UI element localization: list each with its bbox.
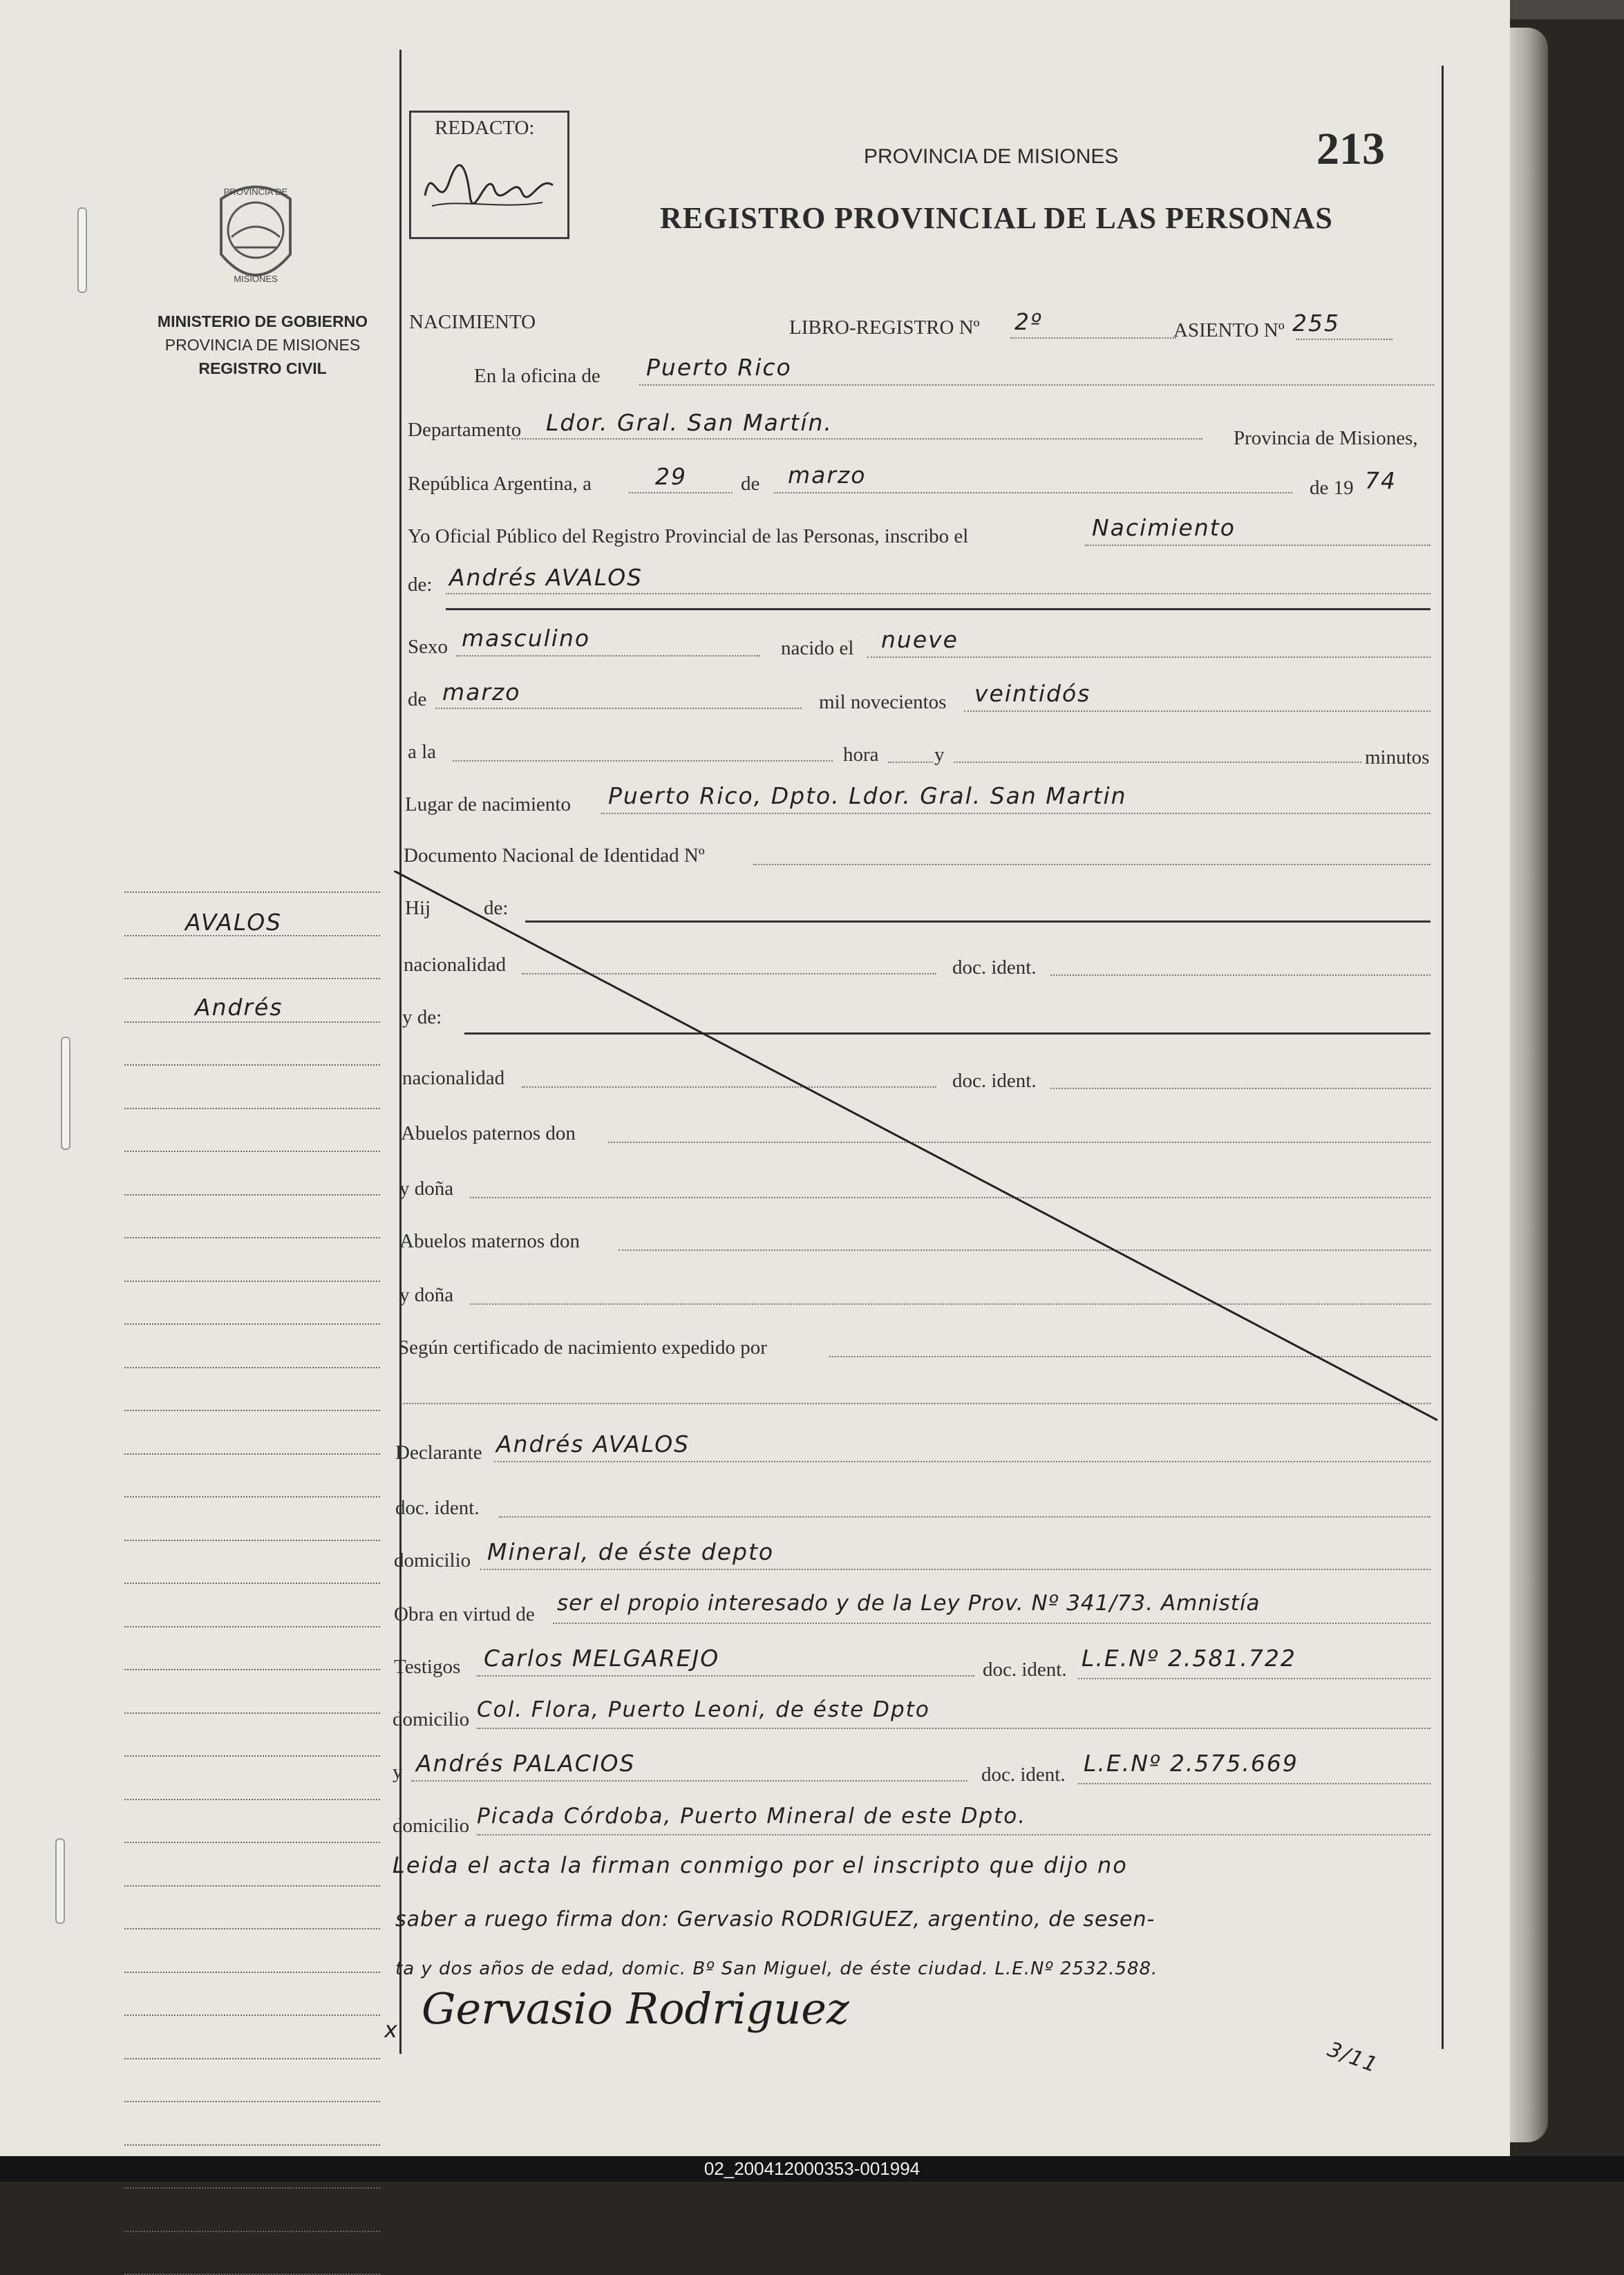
- margin-given-name: Andrés: [195, 994, 283, 1021]
- margin-ruled-line: [124, 1885, 380, 1887]
- hij-label: Hij: [405, 897, 431, 919]
- lugar-value: Puerto Rico, Dpto. Ldor. Gral. San Martin: [608, 782, 1127, 809]
- margin-ruled-line: [124, 2187, 380, 2189]
- y-de-label: y de:: [402, 1006, 442, 1028]
- inscribo-value: Nacimiento: [1092, 514, 1236, 541]
- obra-value: ser el propio interesado y de la Ley Prov. Nº 341/73. Amnistía: [557, 1591, 1261, 1616]
- departamento-value: Ldor. Gral. San Martín.: [546, 409, 833, 436]
- margin-ruled-line: [124, 1583, 380, 1584]
- lugar-label: Lugar de nacimiento: [405, 793, 571, 815]
- margin-ruled-line: [124, 1410, 380, 1411]
- staple-middle: [61, 1037, 70, 1150]
- ministry-line3: REGISTRO CIVIL: [198, 359, 327, 377]
- republica-label: República Argentina, a: [408, 473, 592, 495]
- note-line-2: saber a ruego firma don: Gervasio RODRIGUEZ, argentino, de sesen-: [395, 1907, 1155, 1932]
- margin-ruled-line: [124, 2058, 380, 2059]
- de-label: de: [741, 473, 760, 495]
- mil-value: veintidós: [974, 680, 1091, 707]
- nombre-value: Andrés AVALOS: [449, 564, 643, 591]
- declarante-value: Andrés AVALOS: [496, 1431, 690, 1457]
- margin-ruled-line: [124, 1194, 380, 1196]
- testigo2-value: Andrés PALACIOS: [416, 1750, 636, 1777]
- testigo1-domicilio-value: Col. Flora, Puerto Leoni, de éste Dpto: [477, 1697, 930, 1722]
- testigo2-doc-value: L.E.Nº 2.575.669: [1084, 1750, 1299, 1777]
- de-mes-label: de: [408, 688, 427, 710]
- nacionalidad-label-2: nacionalidad: [402, 1067, 505, 1089]
- folio-number: 213: [1316, 124, 1385, 174]
- oficina-value: Puerto Rico: [646, 354, 792, 381]
- testigo1-doc-label: doc. ident.: [983, 1659, 1067, 1681]
- stamp-label: REDACTO:: [435, 117, 535, 139]
- dni-label: Documento Nacional de Identidad Nº: [404, 844, 705, 867]
- margin-ruled-line: [124, 1540, 380, 1541]
- note-line-1: Leida el acta la firman conmigo por el inscripto que dijo no: [393, 1852, 1128, 1878]
- testigo1-value: Carlos MELGAREJO: [484, 1645, 720, 1672]
- departamento-label: Departamento: [408, 419, 522, 441]
- inscribo-label: Yo Oficial Público del Registro Provincial de las Personas, inscribo el: [408, 525, 969, 547]
- margin-ruled-line: [124, 978, 380, 979]
- margin-ruled-line: [124, 891, 380, 893]
- libro-label: LIBRO-REGISTRO Nº: [789, 317, 980, 339]
- stamp-signature-icon: [418, 147, 560, 223]
- seal-top-text: PROVINCIA DE: [223, 187, 288, 197]
- declarante-label: Declarante: [395, 1442, 482, 1464]
- mil-label: mil novecientos: [819, 691, 947, 713]
- testigo1-doc-value: L.E.Nº 2.581.722: [1082, 1645, 1296, 1672]
- domicilio-value: Mineral, de éste depto: [487, 1538, 775, 1565]
- segun-label: Según certificado de nacimiento expedido por: [398, 1337, 767, 1359]
- margin-ruled-line: [124, 1972, 380, 1973]
- seal-bottom-text: MISIONES: [234, 274, 278, 284]
- sexo-label: Sexo: [408, 636, 448, 658]
- libro-value: 2º: [1014, 308, 1043, 335]
- minutos-label: minutos: [1365, 746, 1430, 768]
- x-mark: x: [384, 2017, 399, 2043]
- note-line-3: ta y dos años de edad, domic. Bº San Miguel, de éste ciudad. L.E.Nº 2532.588.: [395, 1958, 1158, 1979]
- oficina-label: En la oficina de: [474, 365, 601, 387]
- staple-top: [77, 207, 87, 293]
- y-dona-label-1: y doña: [399, 1178, 454, 1200]
- doc-ident-label-2: doc. ident.: [952, 1070, 1037, 1092]
- document-title: REGISTRO PROVINCIAL DE LAS PERSONAS: [660, 201, 1333, 235]
- margin-ruled-line: [124, 1151, 380, 1152]
- doc-ident-label-1: doc. ident.: [952, 956, 1037, 979]
- anio-label: de 19: [1310, 477, 1354, 499]
- ministry-line1: MINISTERIO DE GOBIERNO: [157, 312, 368, 330]
- de-nombre-label: de:: [408, 574, 433, 596]
- asiento-value: 255: [1292, 310, 1340, 337]
- margin-ruled-line: [124, 1755, 380, 1757]
- y-testigo-label: y: [393, 1761, 403, 1783]
- margin-ruled-line: [124, 1281, 380, 1282]
- staple-bottom: [55, 1838, 65, 1924]
- dia-value: 29: [655, 463, 687, 490]
- cancellation-diagonal-line: [394, 871, 1444, 1424]
- margin-ruled-line: [124, 2144, 380, 2146]
- margin-ruled-line: [124, 2014, 380, 2016]
- domicilio-label-3: domicilio: [393, 1815, 470, 1837]
- provincial-seal-icon: [207, 178, 304, 293]
- domicilio-label-1: domicilio: [394, 1549, 471, 1571]
- mes-value: marzo: [788, 462, 867, 489]
- margin-ruled-line: [124, 1064, 380, 1066]
- footer-id: 02_200412000353-001994: [0, 2156, 1624, 2182]
- nacido-value: nueve: [881, 626, 959, 653]
- margin-surname: AVALOS: [185, 909, 283, 936]
- abuelos-maternos-label: Abuelos maternos don: [399, 1230, 580, 1252]
- margin-ruled-line: [124, 1842, 380, 1843]
- margin-ruled-line: [124, 1237, 380, 1238]
- testigo2-domicilio-value: Picada Córdoba, Puerto Mineral de este Dpto.: [477, 1804, 1027, 1829]
- margin-ruled-line: [124, 1626, 380, 1627]
- nacionalidad-label-1: nacionalidad: [404, 954, 507, 976]
- declarante-doc-label: doc. ident.: [395, 1497, 480, 1519]
- hij-de-label: de:: [484, 897, 509, 919]
- testigos-label: Testigos: [394, 1656, 461, 1678]
- margin-ruled-line: [124, 1928, 380, 1929]
- margin-ruled-line: [124, 1712, 380, 1714]
- nacido-label: nacido el: [781, 637, 854, 659]
- margin-ruled-line: [124, 1108, 380, 1109]
- form-type: NACIMIENTO: [409, 311, 536, 333]
- margin-ruled-line: [124, 1021, 380, 1023]
- margin-ruled-line: [124, 2101, 380, 2102]
- margin-ruled-line: [124, 1799, 380, 1800]
- ministry-block: [142, 310, 384, 380]
- margin-ruled-line: [124, 1496, 380, 1498]
- page-mark: 3/11: [1324, 2037, 1382, 2078]
- nacimiento-mes-value: marzo: [442, 679, 521, 706]
- margin-ruled-line: [124, 1453, 380, 1455]
- province-heading: PROVINCIA DE MISIONES: [864, 145, 1119, 168]
- margin-ruled-line: [124, 1367, 380, 1368]
- y-label: y: [934, 744, 945, 766]
- margin-ruled-line: [124, 1669, 380, 1670]
- provincia-suffix: Provincia de Misiones,: [1234, 427, 1418, 449]
- margin-ruled-line: [124, 2231, 380, 2232]
- margin-ruled-line: [124, 1323, 380, 1325]
- signature: Gervasio Rodriguez: [422, 1983, 849, 2034]
- sexo-value: masculino: [462, 625, 591, 652]
- ministry-line2: PROVINCIA DE MISIONES: [164, 336, 361, 354]
- obra-label: Obra en virtud de: [394, 1603, 535, 1625]
- asiento-label: ASIENTO Nº: [1173, 319, 1285, 341]
- a-la-label: a la: [408, 741, 437, 763]
- y-dona-label-2: y doña: [399, 1284, 454, 1306]
- testigo2-doc-label: doc. ident.: [981, 1764, 1066, 1786]
- abuelos-paternos-label: Abuelos paternos don: [401, 1122, 576, 1144]
- anio-value: 74: [1365, 467, 1397, 494]
- redacto-stamp: [409, 111, 569, 239]
- domicilio-label-2: domicilio: [393, 1708, 470, 1730]
- hora-label: hora: [843, 744, 879, 766]
